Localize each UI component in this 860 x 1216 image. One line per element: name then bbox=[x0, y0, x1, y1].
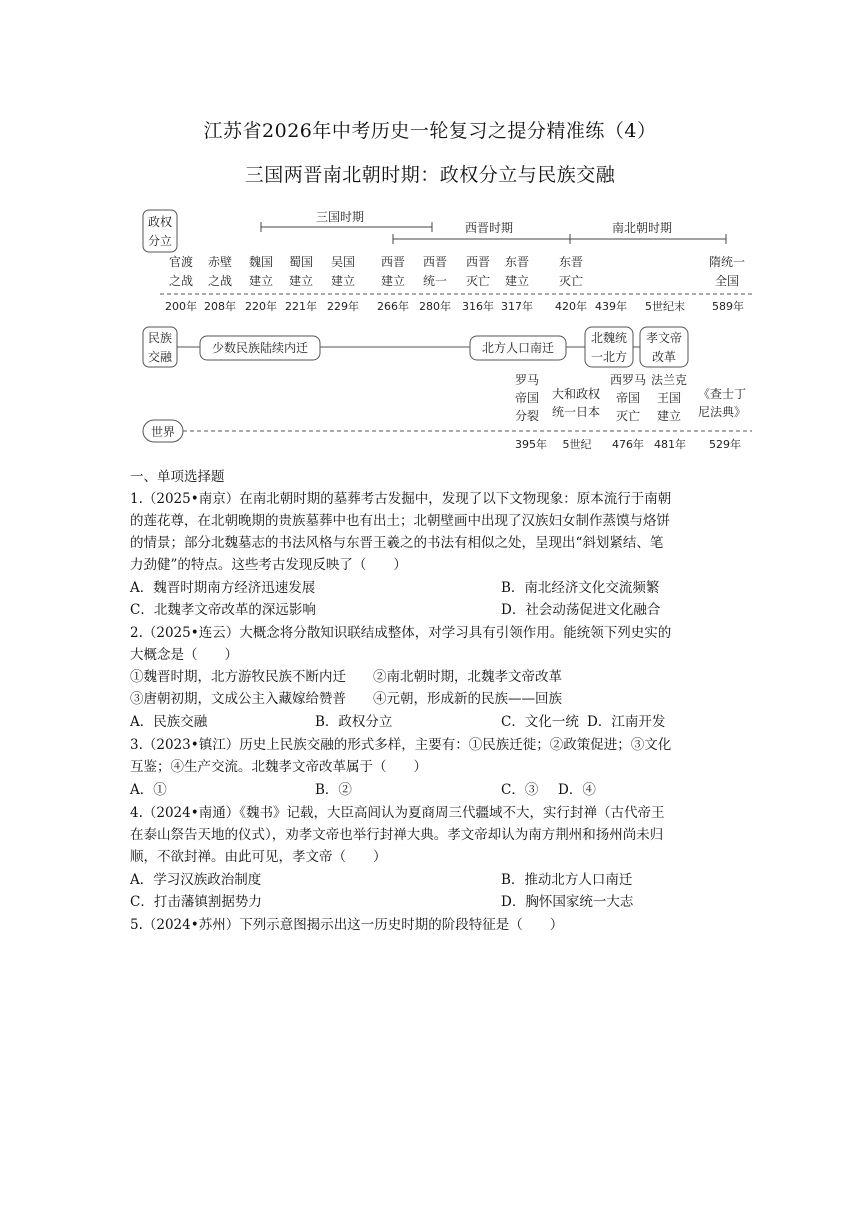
world-year-label: 476年 bbox=[612, 438, 644, 451]
period-western-jin bbox=[393, 234, 570, 244]
world-event-label: 建立 bbox=[656, 409, 682, 423]
row-label-ethnic-1: 民族 bbox=[147, 331, 173, 345]
period-label-three-kingdoms: 三国时期 bbox=[315, 210, 365, 224]
option-c: C．打击藩镇割据势力 bbox=[130, 894, 262, 910]
event-label: 全国 bbox=[714, 274, 740, 288]
question-text-line: 在泰山祭告天地的仪式），劝孝文帝也举行封禅大典。孝文帝却认为南方荆州和扬州尚未归 bbox=[130, 827, 664, 843]
world-event-label: 统一日本 bbox=[551, 405, 601, 419]
question-text-line: 3.（2023•镇江）历史上民族交融的形式多样，主要有：①民族迁徙；②政策促进；③文化 bbox=[130, 737, 672, 753]
option-c: C．③ bbox=[501, 782, 539, 798]
year-label: 266年 bbox=[377, 300, 409, 313]
question-text-line: 顺，不欲封禅。由此可见，孝文帝（ ） bbox=[130, 849, 387, 865]
event-label: 之战 bbox=[168, 274, 194, 288]
event-label: 吴国 bbox=[330, 255, 356, 269]
event-label: 官渡 bbox=[168, 255, 194, 269]
question-text-line: ①魏晋时期，北方游牧民族不断内迁 ②南北朝时期，北魏孝文帝改革 bbox=[130, 669, 562, 685]
question-text-line: 4.（2024•南通）《魏书》记载，大臣高闾认为夏商周三代疆域不大，实行封禅（古代帝王 bbox=[130, 805, 665, 821]
political-year-labels bbox=[165, 299, 744, 313]
year-label: 316年 bbox=[462, 300, 494, 313]
question-text-line: 力劲健”的特点。这些考古发现反映了（ ） bbox=[130, 557, 407, 573]
row-label-world: 世界 bbox=[150, 425, 176, 439]
world-event-label: 帝国 bbox=[615, 391, 641, 405]
year-label: 317年 bbox=[501, 300, 533, 313]
ethnic-label-reform-1: 孝文帝 bbox=[645, 331, 683, 345]
section-heading: 一、单项选择题 bbox=[130, 469, 225, 485]
world-event-label: 《查士丁 bbox=[697, 387, 747, 401]
event-label: 西晋 bbox=[465, 255, 491, 269]
timeline-diagram bbox=[0, 200, 860, 460]
option-b: B．政权分立 bbox=[315, 714, 393, 730]
row-label-politics-1: 政权 bbox=[147, 215, 173, 229]
question-text-line: 互鉴；④生产交流。北魏孝文帝改革属于（ ） bbox=[130, 759, 427, 775]
ethnic-label-northern-wei-2: 一北方 bbox=[590, 350, 628, 364]
year-label: 200年 bbox=[165, 300, 197, 313]
event-label: 东晋 bbox=[558, 255, 584, 269]
option-d: D．江南开发 bbox=[587, 714, 666, 730]
period-label-southern-northern: 南北朝时期 bbox=[611, 221, 673, 235]
document-subtitle: 三国两晋南北朝时期：政权分立与民族交融 bbox=[244, 164, 616, 186]
year-label: 221年 bbox=[285, 300, 317, 313]
option-a: A．学习汉族政治制度 bbox=[130, 872, 262, 888]
year-label: 229年 bbox=[327, 300, 359, 313]
event-label: 灭亡 bbox=[558, 274, 584, 288]
event-label: 之战 bbox=[207, 274, 233, 288]
world-year-label: 395年 bbox=[515, 438, 547, 451]
event-label: 建立 bbox=[504, 274, 530, 288]
option-d: D．④ bbox=[558, 782, 596, 798]
event-label: 建立 bbox=[248, 274, 274, 288]
option-d: D．胸怀国家统一大志 bbox=[501, 894, 634, 910]
question-text-line: 1.（2025•南京）在南北朝时期的墓葬考古发掘中，发现了以下文物现象：原本流行于南朝 bbox=[130, 491, 672, 507]
question-text-line: ③唐朝初期，文成公主入藏嫁给赞普 ④元朝，形成新的民族——回族 bbox=[130, 691, 562, 707]
row-label-ethnic-2: 交融 bbox=[147, 350, 173, 364]
question-text-line: 5.（2024•苏州）下列示意图揭示出这一历史时期的阶段特征是（ ） bbox=[130, 917, 564, 933]
world-event-label: 灭亡 bbox=[615, 409, 641, 423]
event-label: 魏国 bbox=[248, 255, 274, 269]
event-label: 建立 bbox=[288, 274, 314, 288]
world-year-label: 5世纪 bbox=[562, 438, 592, 451]
option-a: A．① bbox=[130, 782, 167, 798]
world-event-label: 罗马 bbox=[514, 373, 540, 387]
option-c: C．文化一统 bbox=[501, 714, 579, 730]
event-label: 赤壁 bbox=[207, 255, 233, 269]
event-label: 东晋 bbox=[504, 255, 530, 269]
option-a: A．魏晋时期南方经济迅速发展 bbox=[130, 580, 316, 596]
world-event-label: 西罗马 bbox=[609, 373, 647, 387]
year-label: 220年 bbox=[245, 300, 277, 313]
option-b: B．推动北方人口南迁 bbox=[501, 872, 633, 888]
option-c: C．北魏孝文帝改革的深远影响 bbox=[130, 602, 316, 618]
world-year-labels bbox=[515, 437, 741, 451]
political-events bbox=[169, 254, 745, 288]
event-label: 建立 bbox=[380, 274, 406, 288]
event-label: 统一 bbox=[422, 274, 448, 288]
ethnic-label-northern-wei-1: 北魏统 bbox=[590, 331, 628, 345]
ethnic-label-south-migration: 北方人口南迁 bbox=[481, 341, 555, 355]
document-title: 江苏省2026年中考历史一轮复习之提分精准练（4） bbox=[203, 120, 657, 142]
world-event-label: 帝国 bbox=[514, 391, 540, 405]
question-text-line: 的情景；部分北魏墓志的书法风格与东晋王羲之的书法有相似之处，呈现出“斜划紧结、笔 bbox=[130, 535, 664, 551]
event-label: 隋统一 bbox=[708, 255, 746, 269]
option-b: B．② bbox=[315, 782, 352, 798]
year-label: 208年 bbox=[204, 300, 236, 313]
year-label: 280年 bbox=[419, 300, 451, 313]
ethnic-label-reform-2: 改革 bbox=[651, 350, 677, 364]
row-label-politics-2: 分立 bbox=[147, 234, 173, 248]
world-event-label: 大和政权 bbox=[551, 387, 601, 401]
event-label: 西晋 bbox=[380, 255, 406, 269]
world-event-label: 法兰克 bbox=[650, 373, 688, 387]
question-text-line: 2.（2025•连云）大概念将分散知识联结成整体，对学习具有引领作用。能统领下列史实的 bbox=[130, 625, 672, 641]
world-year-label: 529年 bbox=[709, 438, 741, 451]
option-b: B．南北经济文化交流频繁 bbox=[501, 580, 660, 596]
option-a: A．民族交融 bbox=[130, 714, 208, 730]
ethnic-label-migration: 少数民族陆续内迁 bbox=[211, 341, 309, 355]
question-text-line: 大概念是（ ） bbox=[130, 647, 238, 663]
event-label: 西晋 bbox=[422, 255, 448, 269]
option-d: D．社会动荡促进文化融合 bbox=[501, 602, 661, 618]
event-label: 灭亡 bbox=[465, 274, 491, 288]
question-text-line: 的莲花尊，在北朝晚期的贵族墓葬中也有出土；北朝壁画中出现了汉族妇女制作蒸馍与烙饼 bbox=[130, 513, 670, 529]
event-label: 蜀国 bbox=[288, 255, 314, 269]
period-southern-northern bbox=[570, 234, 726, 244]
year-label: 439年 bbox=[595, 300, 627, 313]
world-events bbox=[515, 372, 746, 423]
world-event-label: 尼法典》 bbox=[697, 405, 747, 419]
period-label-western-jin: 西晋时期 bbox=[464, 221, 514, 235]
year-label: 589年 bbox=[712, 300, 744, 313]
world-event-label: 分裂 bbox=[514, 409, 540, 423]
year-label: 5世纪末 bbox=[645, 300, 685, 313]
world-year-label: 481年 bbox=[654, 438, 686, 451]
year-label: 420年 bbox=[555, 300, 587, 313]
world-event-label: 王国 bbox=[656, 391, 682, 405]
event-label: 建立 bbox=[330, 274, 356, 288]
